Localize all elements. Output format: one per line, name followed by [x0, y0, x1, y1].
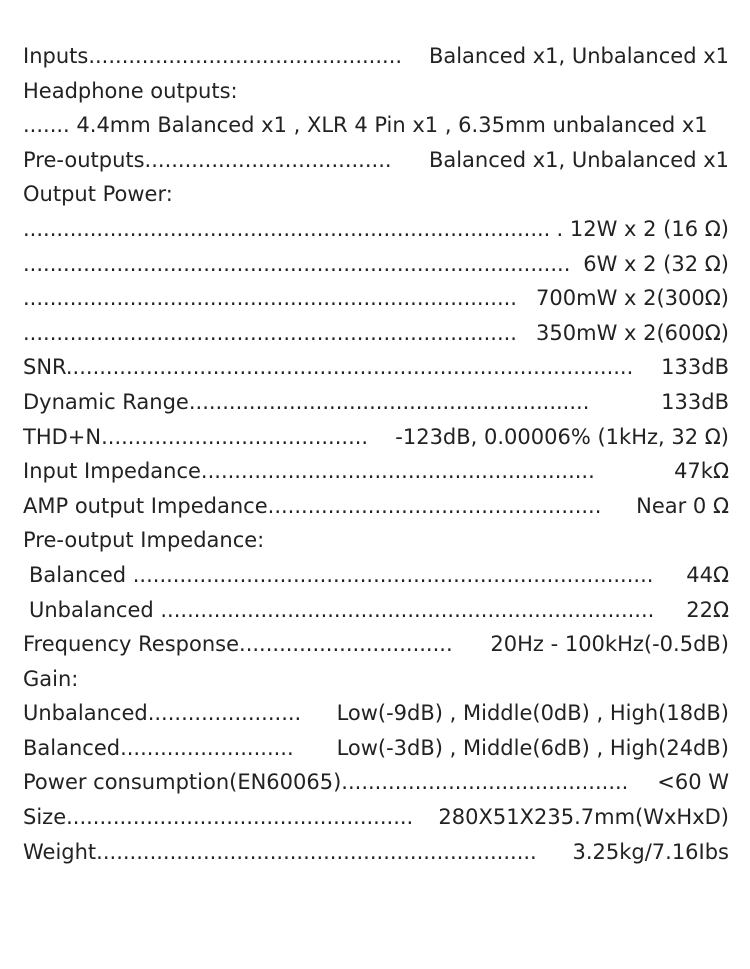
- spec-value-output-power-300: 700mW x 2(300Ω): [536, 286, 729, 311]
- spec-value-pre-outputs: Balanced x1, Unbalanced x1: [428, 147, 729, 172]
- spec-row-dynamic-range: [23, 385, 729, 420]
- spec-row-output-power-16: [23, 212, 729, 247]
- spec-value-pre-output-balanced: 44Ω: [686, 562, 729, 587]
- spec-value-gain-unbalanced: Low(-9dB) , Middle(0dB) , High(18dB): [336, 701, 729, 726]
- spec-row-amp-output-impedance: [23, 489, 729, 524]
- spec-label-gain-unbalanced: Unbalanced.......................: [23, 701, 302, 726]
- spec-value-dynamic-range: 133dB: [661, 389, 729, 414]
- spec-value-amp-output-impedance: Near 0 Ω: [636, 493, 729, 518]
- spec-leader: ...............................................................................: [23, 216, 551, 241]
- spec-value-size: 280X51X235.7mm(WxHxD): [438, 805, 729, 830]
- spec-label-input-impedance: Input Impedance...........................................................: [23, 459, 602, 484]
- spec-value-snr: 133dB: [661, 355, 729, 380]
- spec-leader: ..........................................................................: [23, 286, 517, 311]
- spec-value-output-power-600: 350mW x 2(600Ω): [536, 320, 729, 345]
- spec-row-output-power-600: [23, 316, 729, 351]
- spec-label-pre-output-balanced: Balanced ..............................................................................: [29, 562, 654, 587]
- spec-row-output-power-32: [23, 247, 729, 282]
- spec-heading-gain: Gain:: [23, 666, 79, 691]
- spec-label-snr: SNR.....................................................................................: [23, 355, 634, 380]
- spec-value-power-consumption: <60 W: [657, 770, 729, 795]
- spec-row-inputs: [23, 39, 729, 74]
- spec-value-frequency-response: 20Hz - 100kHz(-0.5dB): [490, 632, 729, 657]
- spec-row-gain-balanced: [23, 731, 729, 766]
- spec-row-gain-unbalanced: [23, 696, 729, 731]
- spec-value-output-power-16: . 12W x 2 (16 Ω): [556, 216, 729, 241]
- spec-value-gain-balanced: Low(-3dB) , Middle(6dB) , High(24dB): [336, 735, 729, 760]
- spec-heading-output-power: Output Power:: [23, 182, 173, 207]
- spec-value-headphone-outputs: ....... 4.4mm Balanced x1 , XLR 4 Pin x1 , 6.35mm unbalanced x1: [23, 113, 708, 138]
- spec-row-pre-output-balanced: [23, 558, 729, 593]
- spec-row-input-impedance: [23, 454, 729, 489]
- spec-value-weight: 3.25kg/7.16Ibs: [572, 839, 729, 864]
- spec-leader: ..................................................................................: [23, 251, 571, 276]
- spec-label-frequency-response: Frequency Response................................: [23, 632, 453, 657]
- spec-value-pre-output-unbalanced: 22Ω: [686, 597, 729, 622]
- spec-value-input-impedance: 47kΩ: [674, 459, 729, 484]
- spec-label-size: Size....................................................: [23, 805, 414, 830]
- spec-heading-pre-output-impedance: Pre-output Impedance:: [23, 528, 265, 553]
- spec-row-size: [23, 800, 729, 835]
- spec-label-weight: Weight..................................................................: [23, 839, 537, 864]
- spec-label-amp-output-impedance: AMP output Impedance..................................................: [23, 493, 602, 518]
- spec-heading-headphone-outputs: Headphone outputs:: [23, 78, 238, 103]
- spec-value-inputs: Balanced x1, Unbalanced x1: [428, 44, 729, 68]
- spec-row-pre-output-unbalanced: [23, 593, 729, 628]
- spec-row-power-consumption: [23, 765, 729, 800]
- spec-label-dynamic-range: Dynamic Range............................................................: [23, 389, 590, 414]
- spec-row-snr: [23, 350, 729, 385]
- spec-label-gain-balanced: Balanced..........................: [23, 735, 294, 760]
- spec-label-power-consumption: Power consumption(EN60065)...........................................: [23, 770, 629, 795]
- spec-label-inputs: Inputs...............................................: [23, 44, 403, 68]
- spec-row-weight: [23, 835, 729, 870]
- spec-sheet: [23, 39, 729, 869]
- spec-label-thd-n: THD+N........................................: [23, 424, 375, 449]
- spec-row-pre-outputs: [23, 143, 729, 178]
- spec-row-thd-n: [23, 420, 729, 455]
- spec-label-pre-outputs: Pre-outputs.....................................: [23, 147, 392, 172]
- spec-value-output-power-32: 6W x 2 (32 Ω): [576, 251, 729, 276]
- spec-row-frequency-response: [23, 627, 729, 662]
- spec-row-output-power-300: [23, 281, 729, 316]
- spec-leader: ..........................................................................: [23, 320, 517, 345]
- spec-label-pre-output-unbalanced: Unbalanced ..........................................................................: [29, 597, 655, 622]
- spec-value-thd-n: -123dB, 0.00006% (1kHz, 32 Ω): [395, 424, 729, 449]
